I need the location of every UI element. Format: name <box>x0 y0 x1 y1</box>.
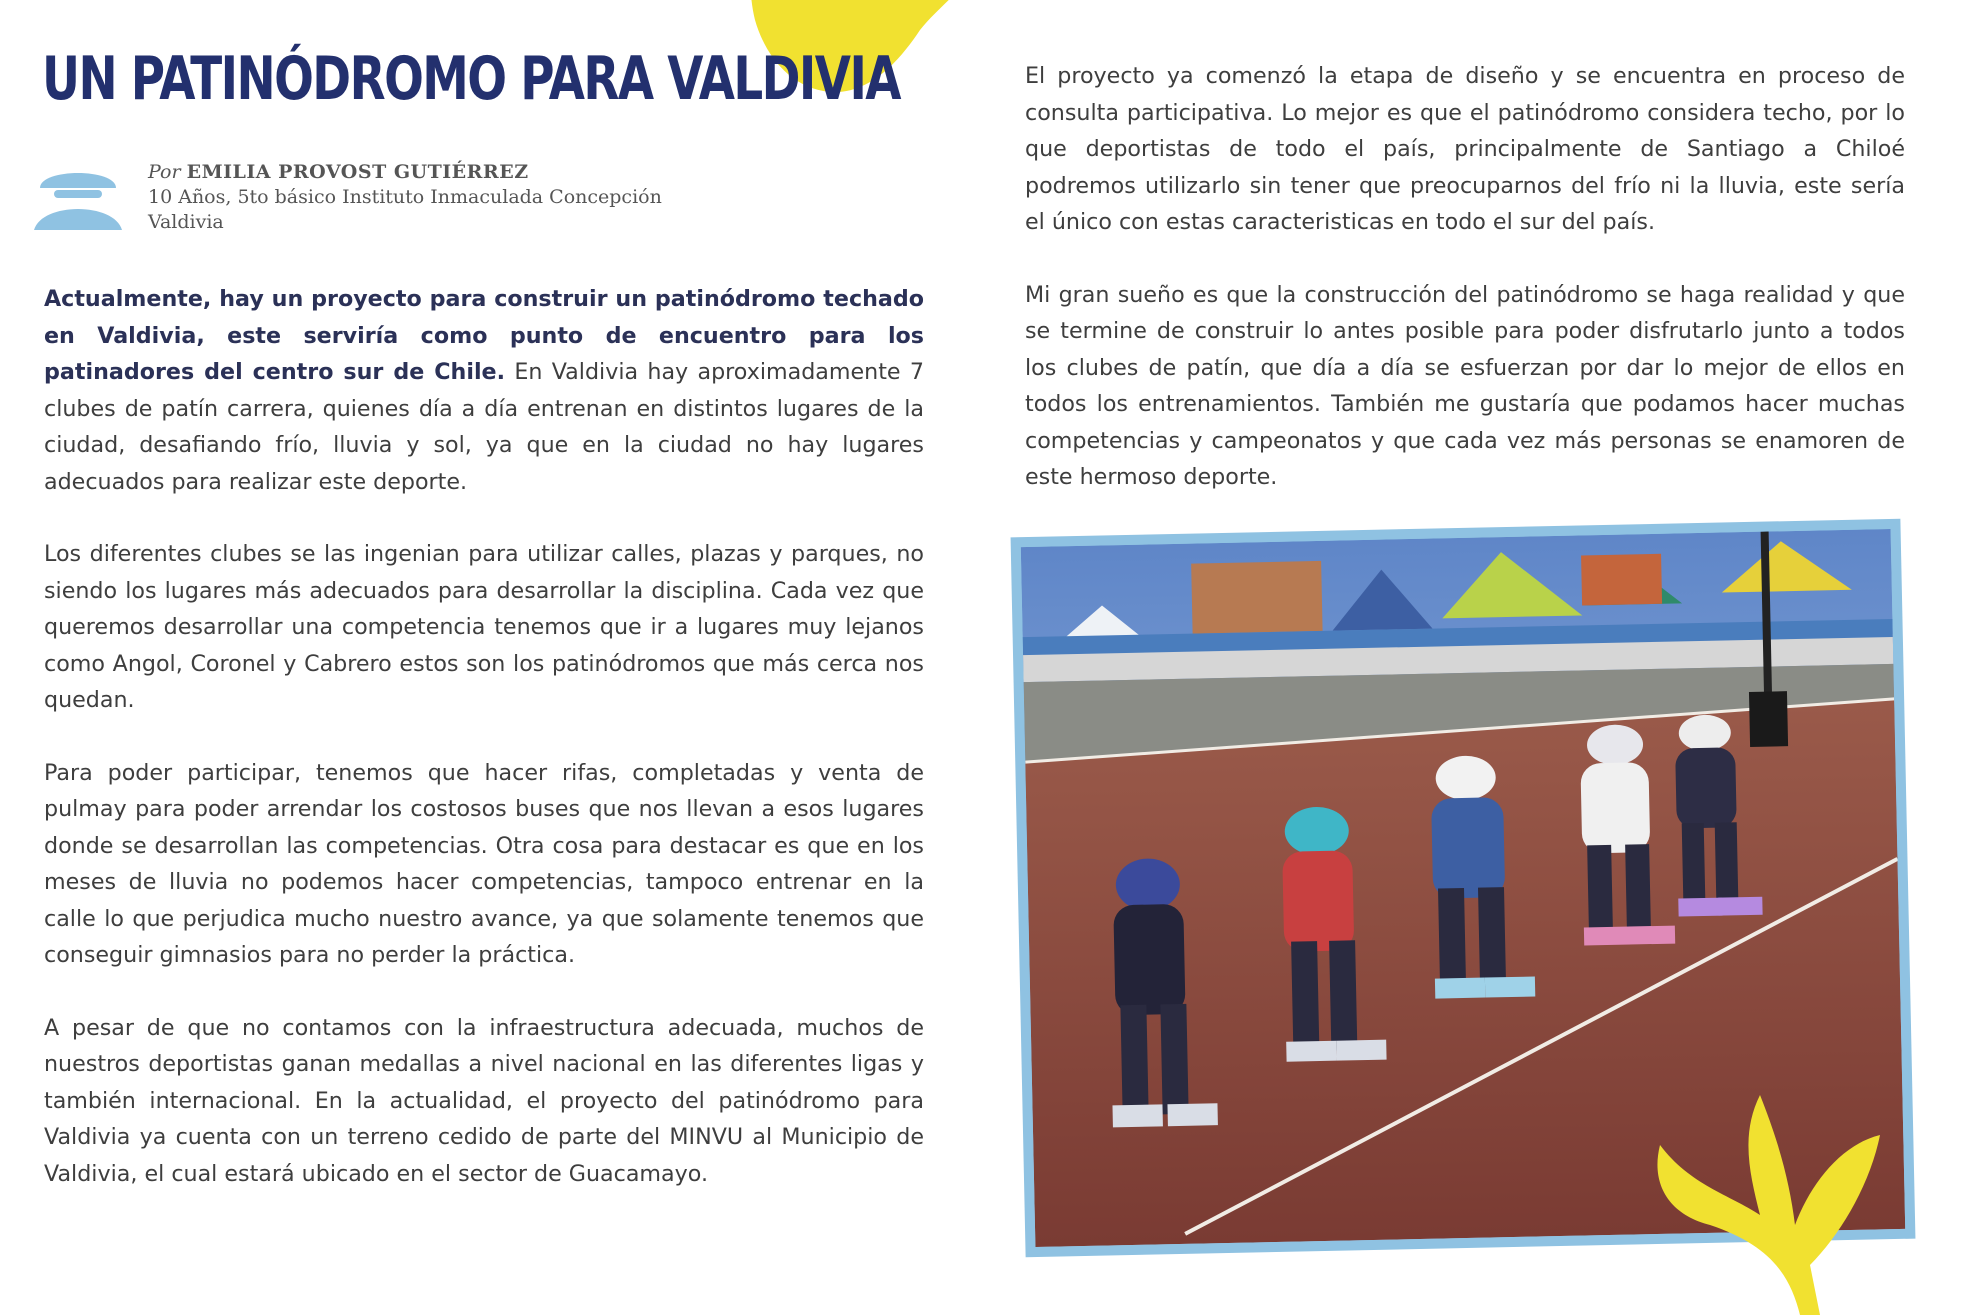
byline-author-line <box>148 160 662 185</box>
yellow-leaf-decoration <box>1650 1075 1910 1315</box>
article-title: UN PATINÓDROMO PARA VALDIVIA <box>42 44 900 114</box>
paragraph-clubs: Los diferentes clubes se las ingenian para utilizar calles, plazas y parques, no siendo los lugares más adecuados para desarrollar la disciplina. Cada vez que queremos desarrollar una competencia tenemos que ir a lugares muy lejanos como Angol, Coronel y Cabrero estos son los patinódromos que más cerca nos quedan. <box>44 541 924 713</box>
intro-bold-text: Actualmente, hay un proyecto para construir un patinódromo techado en Valdivia, este serviría como punto de encuentro para los patinadores del centro sur de Chile. <box>44 286 924 385</box>
right-column <box>1025 58 1905 532</box>
paragraph-intro <box>44 281 924 500</box>
author-name: EMILIA PROVOST GUTIÉRREZ <box>186 161 529 183</box>
author-details: 10 Años, 5to básico Instituto Inmaculada Concepción <box>148 186 662 208</box>
intro-text: En Valdivia hay aproximadamente 7 clubes de patín carrera, quienes día a día entrenan en distintos lugares de la ciudad, desafiando frío, lluvia y sol, ya que en la ciudad no hay lugares adecuados para realizar este deporte. <box>44 359 924 495</box>
byline-prefix: Por <box>148 161 181 183</box>
paragraph-achievements: A pesar de que no contamos con la infraestructura adecuada, muchos de nuestros deportistas ganan medallas a nivel nacional en las diferentes ligas y también internacional. En la actualidad, el proyecto del patinódromo para Valdivia ya cuenta con un terreno cedido de parte del MINVU al Municipio de Valdivia, el cual estará ubicado en el sector de Guacamayo. <box>44 1014 924 1187</box>
author-avatar-icon <box>32 160 124 230</box>
paragraph-dream: Mi gran sueño es que la construcción del patinódromo se haga realidad y que se termine de construir lo antes posible para poder disfrutarlo junto a todos los clubes de patín, que día a día se esfuerzan por dar lo mejor de ellos en todos los entrenamientos. También me gustaría que podamos hacer muchas competencias y campeonatos y que cada vez más personas se enamoren de este hermoso deporte. <box>1025 281 1905 490</box>
paragraph-participation: Para poder participar, tenemos que hacer rifas, completadas y venta de pulmay para poder arrendar los costosos buses que nos llevan a esos lugares donde se desarrollan las competencias. Otra cosa para destacar es que en los meses de lluvia no podemos hacer competencias, tampoco entrenar en la calle lo que perjudica mucho nuestro avance, ya que solamente tenemos que conseguir gimnasios para no perder la práctica. <box>44 759 924 968</box>
byline <box>148 160 662 235</box>
paragraph-design: El proyecto ya comenzó la etapa de diseño y se encuentra en proceso de consulta participativa. Lo mejor es que el patinódromo considera techo, por lo que deportistas de todo el país, principalmente de Santiago a Chiloé podremos utilizarlo sin tener que preocuparnos del frío ni la lluvia, este sería el único con estas caracteristicas en todo el sur del país. <box>1025 63 1905 235</box>
author-city: Valdivia <box>148 211 224 233</box>
left-column <box>44 281 924 1228</box>
